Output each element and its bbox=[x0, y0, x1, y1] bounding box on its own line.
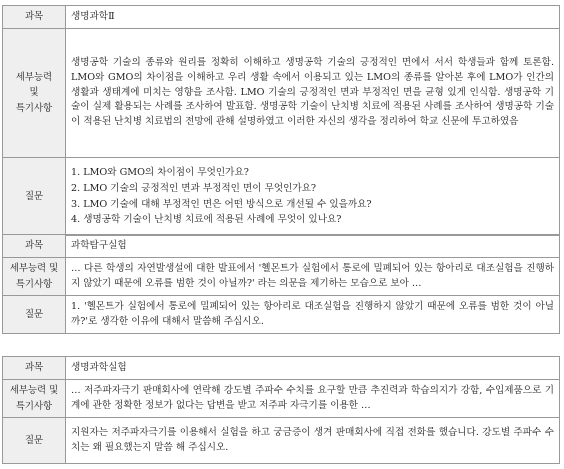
question-list bbox=[71, 165, 554, 227]
record-table-life-science-2 bbox=[2, 5, 560, 236]
subject-label: 과목 bbox=[3, 357, 66, 380]
question-text: 1. '헬몬트가 실험에서 통로에 밀폐되어 있는 항아리로 대조실험을 진행하지 않았기 때문에 오류를 범한 것이 아닐까?'로 생각한 이유에 대해서 말씀해 주십시오. bbox=[66, 296, 560, 334]
question-row bbox=[3, 158, 560, 236]
detail-label-line: 세부능력 bbox=[15, 72, 53, 84]
question-row bbox=[3, 418, 560, 464]
question-text: 지원자는 저주파자극기를 이용해서 실험을 하고 궁금증이 생겨 판매회사에 직접 전화를 했습니다. 강도별 주파수 수치는 왜 필요했는지 말씀 해 주십시오. bbox=[66, 418, 560, 464]
record-table-science-inquiry bbox=[2, 234, 560, 334]
detail-row bbox=[3, 29, 560, 158]
detail-text: … 저주파자극기 판매회사에 연락해 강도별 주파수 수치를 요구할 만큼 추진력과 학습의지가 강함, 수입제품으로 기계에 관한 정확한 정보가 없다는 답변을 받고 저주파 자극기를 이용한 … bbox=[66, 380, 560, 418]
question-label: 질문 bbox=[3, 296, 66, 334]
detail-label bbox=[3, 29, 66, 158]
subject-name: 과학탐구실험 bbox=[66, 235, 560, 258]
detail-label-line: 세부능력 및 bbox=[9, 385, 59, 397]
subject-row bbox=[3, 235, 560, 258]
question-label: 질문 bbox=[3, 418, 66, 464]
detail-label-line: 세부능력 및 bbox=[9, 263, 59, 275]
record-table-life-science-lab bbox=[2, 356, 560, 464]
question-item: 1. LMO와 GMO의 차이점이 무엇인가요? bbox=[71, 167, 249, 179]
subject-label: 과목 bbox=[3, 235, 66, 258]
subject-name: 생명과학Ⅱ bbox=[66, 6, 560, 29]
detail-row bbox=[3, 380, 560, 418]
detail-row bbox=[3, 258, 560, 296]
question-item: 2. LMO 기술의 긍정적인 면과 부정적인 면이 무엇인가요? bbox=[71, 182, 317, 194]
detail-label-line: 특기사항 bbox=[15, 278, 53, 290]
question-item: 3. LMO 기술에 대해 부정적인 면은 어떤 방식으로 개선될 수 있을까요? bbox=[71, 198, 372, 210]
subject-row bbox=[3, 357, 560, 380]
question-row bbox=[3, 296, 560, 334]
subject-name: 생명과학실험 bbox=[66, 357, 560, 380]
detail-label-line: 특기사항 bbox=[15, 102, 53, 114]
detail-label-line: 특기사항 bbox=[15, 400, 53, 412]
detail-label bbox=[3, 380, 66, 418]
question-item: 4. 생명공학 기술이 난치병 치료에 적용된 사례에 무엇이 있나요? bbox=[71, 214, 342, 226]
detail-label bbox=[3, 258, 66, 296]
detail-label-line: 및 bbox=[29, 87, 39, 99]
question-list-cell bbox=[66, 158, 560, 236]
detail-text: 생명공학 기술의 종류와 원리를 정확히 이해하고 생명공학 기술의 긍정적인 면에서 서서 학생들과 함께 토론함. LMO와 GMO의 차이점을 이해하고 우리 생활 속에서 이용되고 있는 LMO의 종류를 알아본 후에 LMO가 인간의 생활과 생태계에 미치는 영향을 조사함. LMO 기술의 긍정적인 면과 부정적인 면을 균형 있게 인식함. 생명공학 기술이 실제 활용되는 사례를 조사하여 발표함. 생명공학 기술이 난치병 치료에 적용된 사례를 조사하여 생명공학 기술이 적용된 난치병 치료법의 전망에 관해 설명하였고 이러한 자신의 생각을 정리하여 학교 신문에 투고하였음 bbox=[66, 29, 560, 158]
subject-row bbox=[3, 6, 560, 29]
question-label: 질문 bbox=[3, 158, 66, 236]
subject-label: 과목 bbox=[3, 6, 66, 29]
detail-text: … 다른 학생의 자연발생설에 대한 발표에서 '헬몬트가 실험에서 통로에 밀폐되어 있는 항아리로 대조실험을 진행하지 않았기 때문에 오류를 범한 것이 아닐까?' 라는 의문을 제기하는 모습으로 보아 … bbox=[66, 258, 560, 296]
